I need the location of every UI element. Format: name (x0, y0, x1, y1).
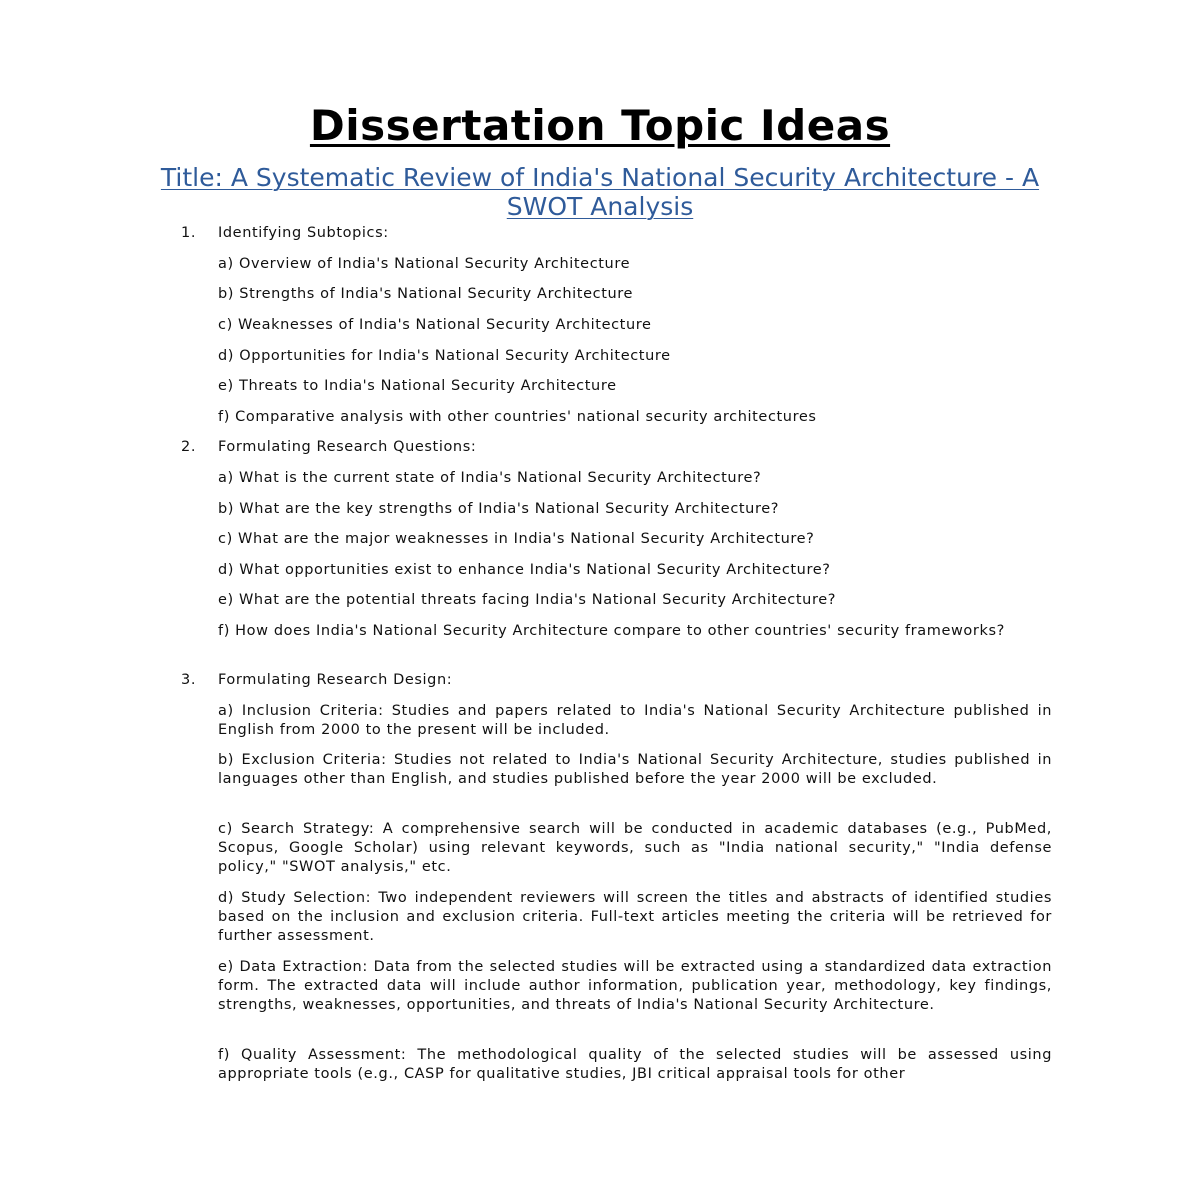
list-item: f) Quality Assessment: The methodological quality of the selected studies will be assessed using appropriate tools (e.g., CASP for qualitative studies, JBI critical appraisal tools for other (218, 1047, 1052, 1082)
list-item: c) Weaknesses of India's National Security Architecture (218, 317, 652, 333)
list-item: e) Threats to India's National Security Architecture (218, 378, 617, 394)
list-item: a) What is the current state of India's National Security Architecture? (218, 470, 762, 486)
list-item: c) What are the major weaknesses in India's National Security Architecture? (218, 531, 815, 547)
section-number: 3. (181, 672, 197, 688)
list-item: b) What are the key strengths of India's National Security Architecture? (218, 501, 780, 517)
section-label: Identifying Subtopics: (218, 225, 389, 241)
document-subtitle-link[interactable]: Title: A Systematic Review of India's National Security Architecture - A SWOT Analysis (160, 163, 1040, 221)
section-label: Formulating Research Design: (218, 672, 453, 688)
section-number: 1. (181, 225, 197, 241)
section-label: Formulating Research Questions: (218, 439, 477, 455)
list-item: e) What are the potential threats facing India's National Security Architecture? (218, 592, 837, 608)
list-item: c) Search Strategy: A comprehensive search will be conducted in academic databases (e.g., PubMed, Scopus, Google Scholar) using relevant keywords, such as "India national security," "India defense policy," "SWOT analysis," etc. (218, 821, 1052, 875)
page-title: Dissertation Topic Ideas (309, 101, 891, 150)
list-item: d) Study Selection: Two independent reviewers will screen the titles and abstracts of identified studies based on the inclusion and exclusion criteria. Full-text articles meeting the criteria will be retrieved for further assessment. (218, 890, 1052, 944)
list-item: a) Overview of India's National Security Architecture (218, 256, 631, 272)
list-item: d) What opportunities exist to enhance India's National Security Architecture? (218, 562, 831, 578)
section-number: 2. (181, 439, 197, 455)
list-item: f) Comparative analysis with other countries' national security architectures (218, 409, 817, 425)
list-item: e) Data Extraction: Data from the selected studies will be extracted using a standardized data extraction form. The extracted data will include author information, publication year, methodology, key findings, strengths, weaknesses, opportunities, and threats of India's National Security Architecture. (218, 959, 1052, 1013)
list-item: b) Exclusion Criteria: Studies not related to India's National Security Architecture, studies published in languages other than English, and studies published before the year 2000 will be excluded. (218, 752, 1052, 787)
list-item: f) How does India's National Security Architecture compare to other countries' security frameworks? (218, 623, 1005, 639)
list-item: b) Strengths of India's National Security Architecture (218, 286, 634, 302)
list-item: a) Inclusion Criteria: Studies and papers related to India's National Security Architecture published in English from 2000 to the present will be included. (218, 703, 1052, 738)
list-item: d) Opportunities for India's National Security Architecture (218, 348, 671, 364)
